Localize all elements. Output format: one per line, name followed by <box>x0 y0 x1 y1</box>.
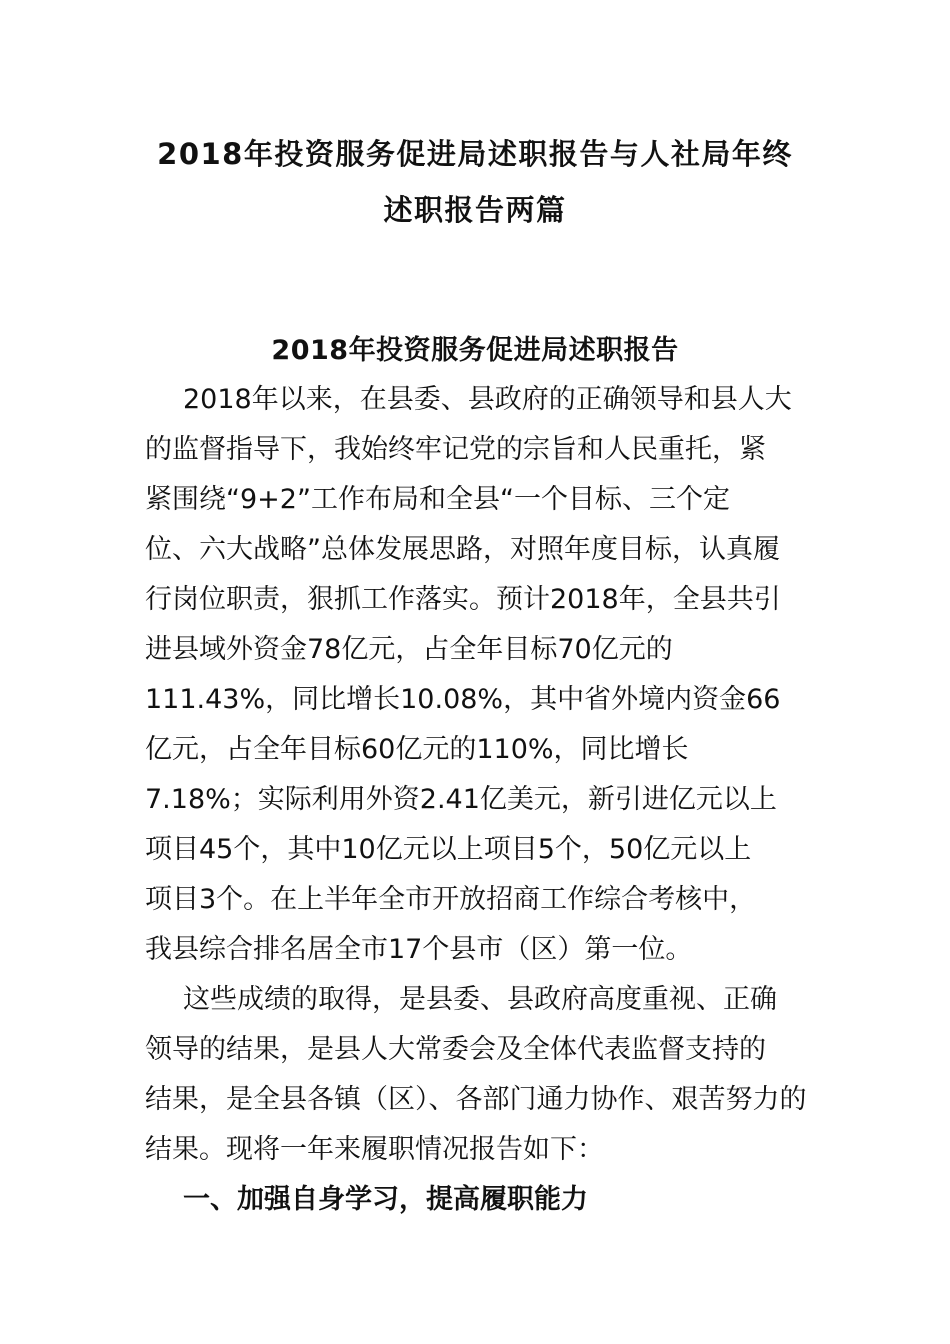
title-line-1: 2018年投资服务促进局述职报告与人社局年终 <box>157 137 793 171</box>
paragraph-line: 结果。现将一年来履职情况报告如下： <box>145 1134 604 1165</box>
paragraph-line: 项目3个。在上半年全市开放招商工作综合考核中， <box>145 884 757 915</box>
paragraph-2 <box>145 975 810 1175</box>
section-title: 2018年投资服务促进局述职报告 <box>271 335 679 366</box>
paragraph-line: 领导的结果，是县人大常委会及全体代表监督支持的 <box>145 1034 766 1065</box>
paragraph-line: 结果，是全县各镇（区）、各部门通力协作、艰苦努力的 <box>145 1084 807 1115</box>
title-line-2: 述职报告两篇 <box>383 193 567 227</box>
paragraph-line: 111.43%，同比增长10.08%，其中省外境内资金66 <box>145 684 781 715</box>
paragraph-line: 紧围绕“9+2”工作布局和全县“一个目标、三个定 <box>145 484 730 515</box>
paragraph-line: 进县域外资金78亿元，占全年目标70亿元的 <box>145 634 673 665</box>
paragraph-line: 的监督指导下，我始终牢记党的宗旨和人民重托，紧 <box>145 434 766 465</box>
paragraph-line: 位、六大战略”总体发展思路，对照年度目标，认真履 <box>145 534 780 565</box>
paragraph-line: 项目45个，其中10亿元以上项目5个，50亿元以上 <box>145 834 752 865</box>
document-title <box>100 126 850 238</box>
report-body <box>145 375 810 1225</box>
section-heading-1: 一、加强自身学习，提高履职能力 <box>183 1184 588 1215</box>
paragraph-line: 7.18%；实际利用外资2.41亿美元，新引进亿元以上 <box>145 784 777 815</box>
paragraph-1 <box>145 375 810 975</box>
paragraph-line: 我县综合排名居全市17个县市（区）第一位。 <box>145 934 693 965</box>
paragraph-line: 2018年以来，在县委、县政府的正确领导和县人大 <box>183 384 792 415</box>
paragraph-line: 这些成绩的取得，是县委、县政府高度重视、正确 <box>183 984 777 1015</box>
paragraph-line: 行岗位职责，狠抓工作落实。预计2018年，全县共引 <box>145 584 781 615</box>
paragraph-line: 亿元，占全年目标60亿元的110%，同比增长 <box>145 734 689 765</box>
